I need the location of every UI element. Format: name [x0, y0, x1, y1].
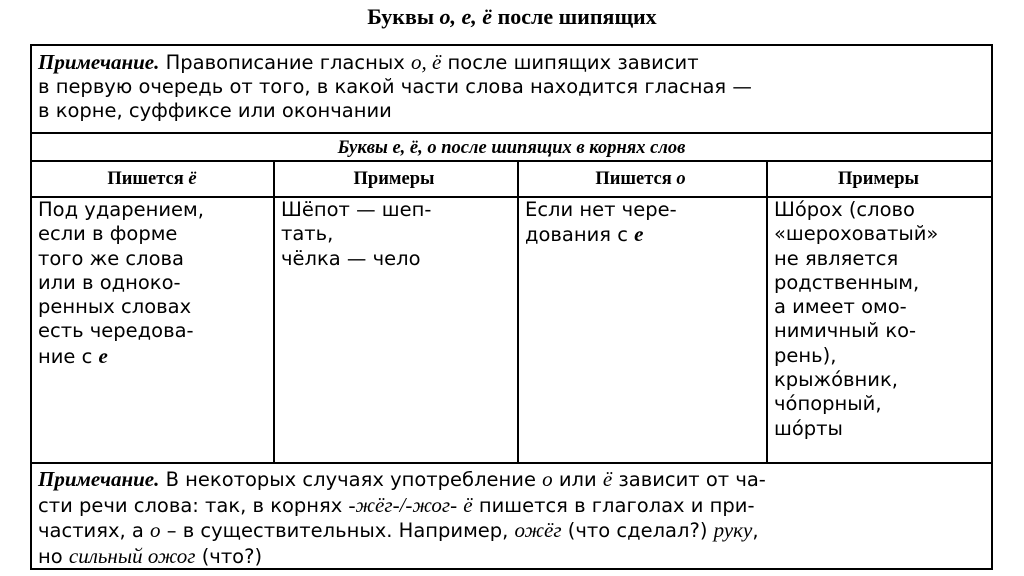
note-bottom-letter: ё [602, 467, 613, 491]
title-prefix: Буквы [367, 4, 440, 29]
title-suffix: после шипящих [492, 4, 657, 29]
cell-examples-yo: Шёпот — шеп- тать, чёлка — чело [281, 198, 432, 270]
note-bottom-text: сти речи слова: так, в корнях [38, 493, 349, 517]
note-bottom-example: ожёг [514, 518, 562, 542]
note-top-line-2: в первую очередь от того, в какой части слова находится гласная — [38, 75, 752, 98]
table-subheading: Буквы е, ё, о после шипящих в корнях слов [337, 138, 686, 158]
header-col1-letter: ё [188, 169, 197, 189]
column-divider [766, 160, 768, 462]
cell-rule-o-letter: е [634, 222, 644, 247]
rule-table [30, 44, 993, 570]
note-bottom-text: (что?) [195, 544, 263, 568]
note-top [38, 50, 988, 123]
divider [32, 160, 991, 162]
header-col1-text: Пишется [107, 169, 189, 189]
note-bottom [38, 467, 988, 569]
note-bottom-text: но [38, 544, 69, 568]
page-title [0, 2, 1024, 32]
divider [32, 132, 991, 134]
header-written-yo [32, 164, 272, 194]
note-bottom-text: – в существительных. Например, [160, 519, 515, 542]
note-bottom-text: В некоторых случаях употребление [159, 468, 543, 491]
cell-rule-o-text: Если нет чере- дования с [525, 198, 677, 247]
header-col3-text: Пишется [595, 169, 677, 189]
header-examples-1: Примеры [353, 169, 435, 189]
cell-rule-yo [38, 198, 270, 369]
title-letters: о, е, ё [439, 4, 493, 29]
note-top-text-1: Правописание гласных [159, 51, 411, 74]
divider [32, 462, 991, 464]
column-divider [273, 160, 275, 462]
cell-rule-yo-letter: е [98, 343, 108, 368]
note-bottom-text: или [552, 468, 603, 491]
note-bottom-text: зависит от ча- [612, 468, 766, 491]
note-bottom-letter: ё [463, 492, 473, 517]
note-bottom-text: частиях, а [38, 519, 151, 542]
cell-rule-yo-text: Под ударением, если в форме того же слова или в одноко- ренных словах есть чередова- ние с [38, 198, 204, 368]
note-top-text-2: после шипящих зависит [441, 51, 699, 74]
note-bottom-text: , [752, 519, 759, 542]
note-bottom-label: Примечание. [38, 467, 160, 491]
note-bottom-example: руку [713, 518, 753, 542]
header-examples-2: Примеры [838, 169, 919, 189]
cell-examples-o: Шóрох (слово «шероховатый» не является родственным, а имеет омо- нимичный ко- рень), крыжóвник, чóпорный, шóрты [774, 198, 939, 440]
header-written-o [517, 164, 764, 194]
note-top-letters: о, ё [410, 50, 442, 74]
note-bottom-example: сильный ожог [68, 543, 196, 568]
note-bottom-text: пишется в глаголах и при- [472, 493, 755, 517]
header-col3-letter: о [676, 169, 686, 189]
note-bottom-roots: -жёг-/-жог- [348, 492, 458, 517]
note-bottom-letter: о [542, 467, 553, 491]
note-top-label: Примечание. [38, 50, 160, 74]
note-bottom-letter: о [150, 518, 161, 542]
column-divider [517, 160, 519, 462]
note-bottom-text: (что сделал?) [561, 519, 714, 542]
note-top-line-3: в корне, суффиксе или окончании [38, 99, 392, 122]
cell-rule-o [525, 198, 761, 248]
